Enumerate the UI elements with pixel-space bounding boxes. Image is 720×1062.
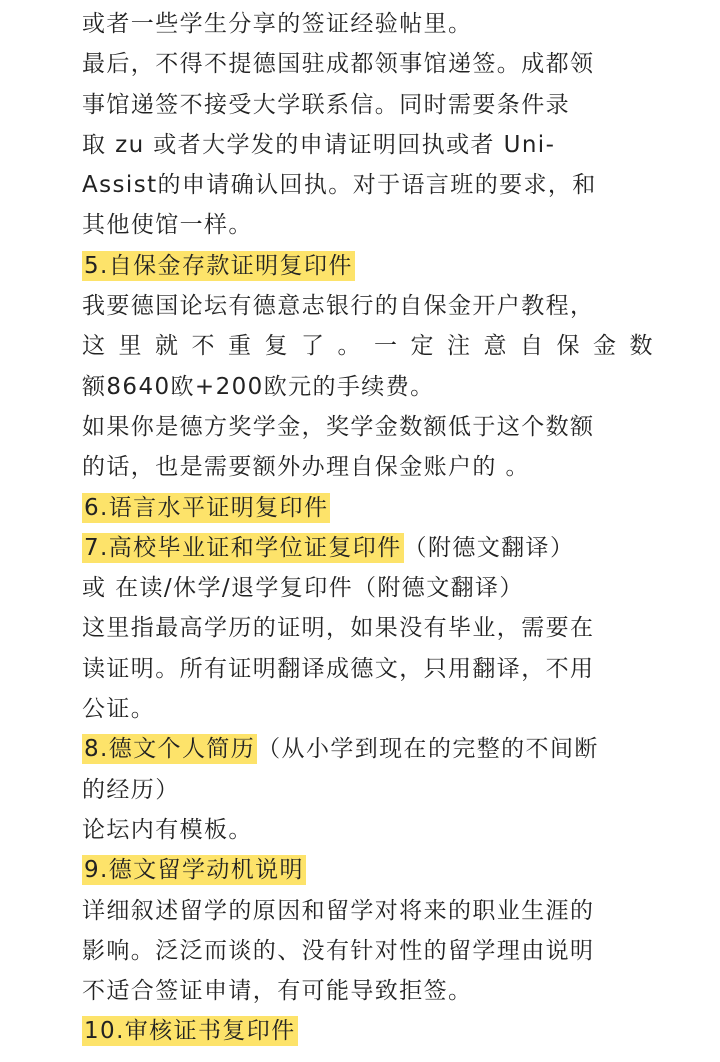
line-text: 公证。 [82, 696, 156, 723]
highlighted-heading: 7.高校毕业证和学位证复印件 [84, 534, 402, 561]
highlighted-heading: 5.自保金存款证明复印件 [84, 252, 353, 279]
line-text: 读证明。所有证明翻译成德文，只用翻译，不用 [82, 655, 595, 682]
document-body [82, 4, 666, 1052]
line-text: 我要德国论坛有德意志银行的自保金开户教程， [82, 293, 595, 320]
line-text: 或者一些学生分享的签证经验帖里。 [82, 11, 473, 37]
line-text: 其他使馆一样。 [82, 212, 253, 239]
section-heading [82, 1011, 642, 1051]
line-text: 详细叙述留学的原因和留学对将来的职业生涯的 [82, 897, 595, 924]
section-heading [82, 850, 642, 890]
highlighted-heading: 6.语言水平证明复印件 [84, 494, 329, 521]
line-text: 不适合签证申请，有可能导致拒签。 [82, 978, 473, 1005]
text-line [82, 367, 642, 407]
text-line [82, 689, 642, 729]
text-line [82, 44, 642, 84]
line-text: 最后，不得不提德国驻成都领事馆递签。成都领 [82, 51, 595, 78]
text-line [82, 568, 642, 608]
text-line [82, 4, 642, 44]
text-line [82, 447, 642, 487]
highlighted-heading: 10.审核证书复印件 [84, 1018, 296, 1045]
text-line [82, 165, 642, 205]
text-line [82, 608, 642, 648]
line-text: 这里指最高学历的证明，如果没有毕业，需要在 [82, 615, 595, 642]
text-line [82, 971, 642, 1011]
section-heading [82, 488, 642, 528]
section-heading [82, 729, 642, 769]
text-line [82, 85, 642, 125]
text-line [82, 205, 642, 245]
line-text: 取 zu 或者大学发的申请证明回执或者 Uni- [82, 131, 556, 158]
line-text: 影响。泛泛而谈的、没有针对性的留学理由说明 [82, 937, 595, 964]
text-line [82, 125, 642, 165]
line-text: 论坛内有模板。 [82, 816, 253, 843]
heading-note: （附德文翻译） [403, 534, 575, 561]
section-heading [82, 246, 642, 286]
text-line [82, 649, 642, 689]
text-line [82, 931, 642, 971]
line-text: 的经历） [82, 776, 180, 803]
line-text: 事馆递签不接受大学联系信。同时需要条件录 [82, 91, 570, 118]
text-line [82, 810, 642, 850]
text-line [82, 770, 642, 810]
line-text: 如果你是德方奖学金，奖学金数额低于这个数额 [82, 413, 595, 440]
heading-note: （从小学到现在的完整的不间断 [257, 736, 599, 763]
line-text: 的话，也是需要额外办理自保金账户的 。 [82, 454, 530, 481]
text-line [82, 407, 642, 447]
highlighted-heading: 8.德文个人简历 [84, 736, 256, 763]
text-line [82, 891, 642, 931]
line-text: 这里就不重复了。一定注意自保金数 [82, 333, 666, 360]
text-line [82, 286, 642, 326]
line-text: 额8640欧+200欧元的手续费。 [82, 373, 435, 400]
text-line [82, 326, 666, 366]
section-heading [82, 528, 642, 568]
highlighted-heading: 9.德文留学动机说明 [84, 857, 304, 884]
line-text: 或 在读/休学/退学复印件（附德文翻译） [82, 575, 524, 602]
line-text: Assist的申请确认回执。对于语言班的要求，和 [82, 172, 597, 199]
